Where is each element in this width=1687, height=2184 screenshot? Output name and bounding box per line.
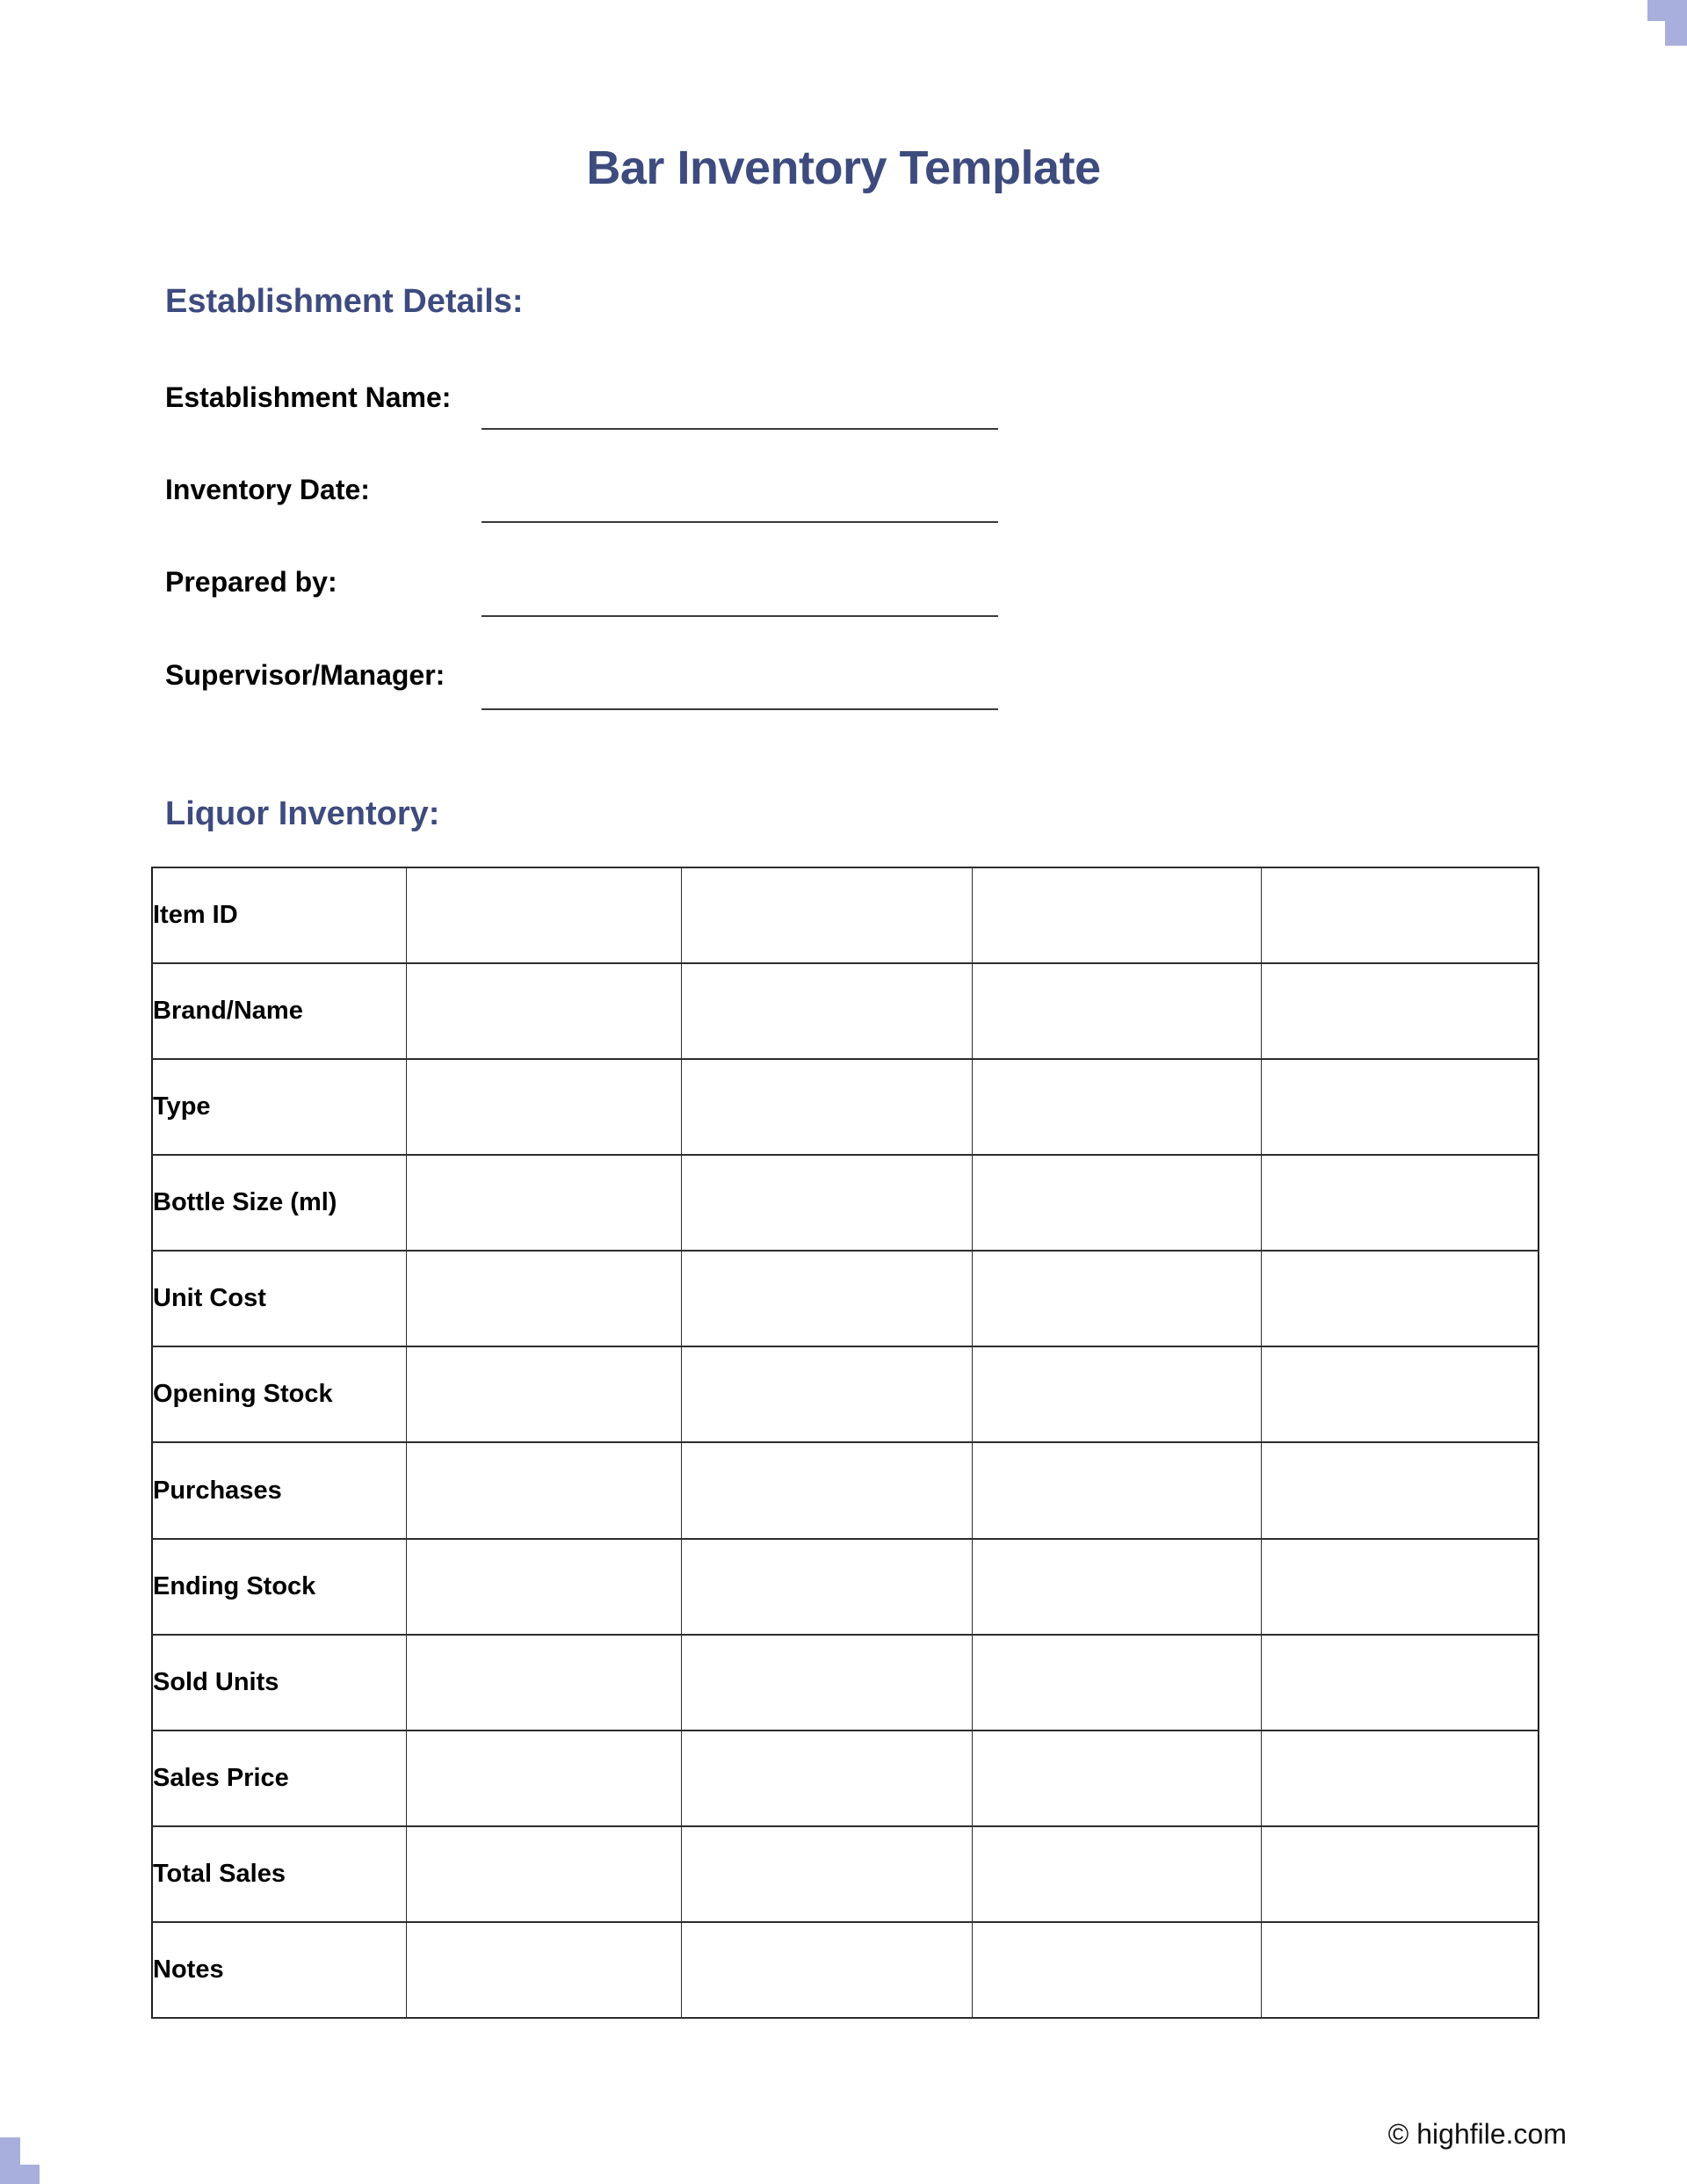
table-row-item-id xyxy=(152,867,1539,963)
input-cell[interactable] xyxy=(1261,1922,1539,2018)
input-cell[interactable] xyxy=(406,867,681,963)
input-cell[interactable] xyxy=(1261,963,1539,1059)
input-cell[interactable] xyxy=(1261,1731,1539,1826)
row-header-cell: Type xyxy=(152,1059,406,1155)
input-cell[interactable] xyxy=(681,1442,972,1538)
table-row-total-sales xyxy=(152,1826,1539,1922)
input-cell[interactable] xyxy=(972,1539,1261,1635)
input-cell[interactable] xyxy=(681,867,972,963)
input-cell[interactable] xyxy=(1261,1539,1539,1635)
input-cell[interactable] xyxy=(1261,867,1539,963)
row-header-cell: Notes xyxy=(152,1922,406,2018)
input-cell[interactable] xyxy=(681,1731,972,1826)
input-cell[interactable] xyxy=(406,1251,681,1346)
input-cell[interactable] xyxy=(406,1539,681,1635)
row-header-cell: Purchases xyxy=(152,1442,406,1538)
row-header-cell: Brand/Name xyxy=(152,963,406,1059)
input-cell[interactable] xyxy=(681,1635,972,1731)
page-title: Bar Inventory Template xyxy=(586,141,1101,194)
table-row-purchases xyxy=(152,1442,1539,1538)
row-header-cell: Sales Price xyxy=(152,1731,406,1826)
row-header-cell: Sold Units xyxy=(152,1635,406,1731)
table-row-notes xyxy=(152,1922,1539,2018)
field-input-line-inventory-date[interactable] xyxy=(481,521,998,523)
row-header-cell: Bottle Size (ml) xyxy=(152,1155,406,1251)
input-cell[interactable] xyxy=(406,1442,681,1538)
input-cell[interactable] xyxy=(972,1731,1261,1826)
table-row-bottle-size xyxy=(152,1155,1539,1251)
input-cell[interactable] xyxy=(681,1346,972,1442)
field-label-inventory-date: Inventory Date: xyxy=(165,474,370,505)
table-row-type xyxy=(152,1059,1539,1155)
section-heading-liquor-inventory: Liquor Inventory: xyxy=(165,795,440,832)
corner-accent-bottom-left-step xyxy=(0,2165,40,2184)
input-cell[interactable] xyxy=(681,1059,972,1155)
table-row-sales-price xyxy=(152,1731,1539,1826)
row-header-cell: Ending Stock xyxy=(152,1539,406,1635)
input-cell[interactable] xyxy=(681,1826,972,1922)
input-cell[interactable] xyxy=(406,1731,681,1826)
input-cell[interactable] xyxy=(972,1826,1261,1922)
table-row-brand-name xyxy=(152,963,1539,1059)
input-cell[interactable] xyxy=(1261,1826,1539,1922)
input-cell[interactable] xyxy=(681,1155,972,1251)
corner-accent-top-right-step xyxy=(1665,0,1687,46)
input-cell[interactable] xyxy=(972,1635,1261,1731)
input-cell[interactable] xyxy=(681,963,972,1059)
input-cell[interactable] xyxy=(972,1346,1261,1442)
footer-copyright: © highfile.com xyxy=(1387,2118,1567,2150)
field-input-line-establishment-name[interactable] xyxy=(481,428,998,430)
field-label-establishment-name: Establishment Name: xyxy=(165,381,452,413)
table-row-sold-units xyxy=(152,1635,1539,1731)
input-cell[interactable] xyxy=(972,1059,1261,1155)
input-cell[interactable] xyxy=(406,1826,681,1922)
table-row-unit-cost xyxy=(152,1251,1539,1346)
input-cell[interactable] xyxy=(972,963,1261,1059)
input-cell[interactable] xyxy=(1261,1251,1539,1346)
section-heading-establishment-details: Establishment Details: xyxy=(165,283,524,320)
table-row-ending-stock xyxy=(152,1539,1539,1635)
input-cell[interactable] xyxy=(1261,1346,1539,1442)
liquor-inventory-table xyxy=(151,867,1539,2019)
field-input-line-supervisor-manager[interactable] xyxy=(481,708,998,710)
input-cell[interactable] xyxy=(972,1442,1261,1538)
input-cell[interactable] xyxy=(972,867,1261,963)
input-cell[interactable] xyxy=(406,1346,681,1442)
input-cell[interactable] xyxy=(406,1922,681,2018)
input-cell[interactable] xyxy=(1261,1442,1539,1538)
input-cell[interactable] xyxy=(681,1922,972,2018)
input-cell[interactable] xyxy=(972,1922,1261,2018)
input-cell[interactable] xyxy=(972,1155,1261,1251)
field-label-prepared-by: Prepared by: xyxy=(165,566,337,598)
input-cell[interactable] xyxy=(406,1155,681,1251)
input-cell[interactable] xyxy=(1261,1635,1539,1731)
row-header-cell: Total Sales xyxy=(152,1826,406,1922)
input-cell[interactable] xyxy=(681,1539,972,1635)
row-header-cell: Item ID xyxy=(152,867,406,963)
input-cell[interactable] xyxy=(972,1251,1261,1346)
input-cell[interactable] xyxy=(1261,1155,1539,1251)
row-header-cell: Unit Cost xyxy=(152,1251,406,1346)
input-cell[interactable] xyxy=(406,1635,681,1731)
input-cell[interactable] xyxy=(1261,1059,1539,1155)
field-input-line-prepared-by[interactable] xyxy=(481,615,998,617)
input-cell[interactable] xyxy=(406,1059,681,1155)
input-cell[interactable] xyxy=(681,1251,972,1346)
input-cell[interactable] xyxy=(406,963,681,1059)
field-label-supervisor-manager: Supervisor/Manager: xyxy=(165,659,445,691)
row-header-cell: Opening Stock xyxy=(152,1346,406,1442)
table-row-opening-stock xyxy=(152,1346,1539,1442)
